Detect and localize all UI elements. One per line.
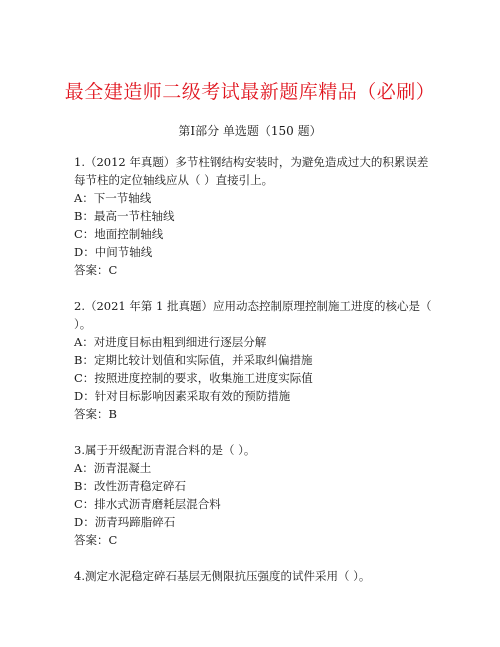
question-stem-line: ）。 xyxy=(74,317,92,331)
question-stem-line: 1.（2012 年真题）多节柱钢结构安装时，为避免造成过大的积累误差 xyxy=(74,155,429,169)
option-c: C：按照进度控制的要求，收集施工进度实际值 xyxy=(74,371,313,385)
answer: 答案：C xyxy=(74,263,118,277)
option-b: B：定期比较计划值和实际值，并采取纠偏措施 xyxy=(74,353,313,367)
answer: 答案：C xyxy=(74,533,118,547)
option-c: C：排水式沥青磨耗层混合料 xyxy=(74,497,221,511)
question-stem-line: 3.属于开级配沥青混合料的是（ ）。 xyxy=(74,443,256,457)
question-4 xyxy=(74,567,434,585)
option-d: D：针对目标影响因素采取有效的预防措施 xyxy=(74,389,291,403)
question-2 xyxy=(74,297,434,423)
option-a: A：下一节轴线 xyxy=(74,191,152,205)
document-title: 最全建造师二级考试最新题库精品（必刷） xyxy=(64,81,436,103)
option-d: D：沥青玛蹄脂碎石 xyxy=(74,515,176,529)
option-a: A：对进度目标由粗到细进行逐层分解 xyxy=(74,335,267,349)
question-3 xyxy=(74,441,434,549)
option-c: C：地面控制轴线 xyxy=(74,227,164,241)
question-stem-line: 每节柱的定位轴线应从（ ）直接引上。 xyxy=(74,173,274,187)
option-a: A：沥青混凝土 xyxy=(74,461,152,475)
question-1 xyxy=(74,153,434,279)
section-title: 第Ⅰ部分 单选题（150 题） xyxy=(178,124,322,138)
answer: 答案：B xyxy=(74,407,117,421)
question-stem-line: 4.测定水泥稳定碎石基层无侧限抗压强度的试件采用（ ）。 xyxy=(74,569,371,583)
option-b: B：改性沥青稳定碎石 xyxy=(74,479,186,493)
option-b: B：最高一节柱轴线 xyxy=(74,209,175,223)
option-d: D：中间节轴线 xyxy=(74,245,153,259)
question-stem-line: 2.（2021 年第 1 批真题）应用动态控制原理控制施工进度的核心是（ xyxy=(74,299,432,313)
